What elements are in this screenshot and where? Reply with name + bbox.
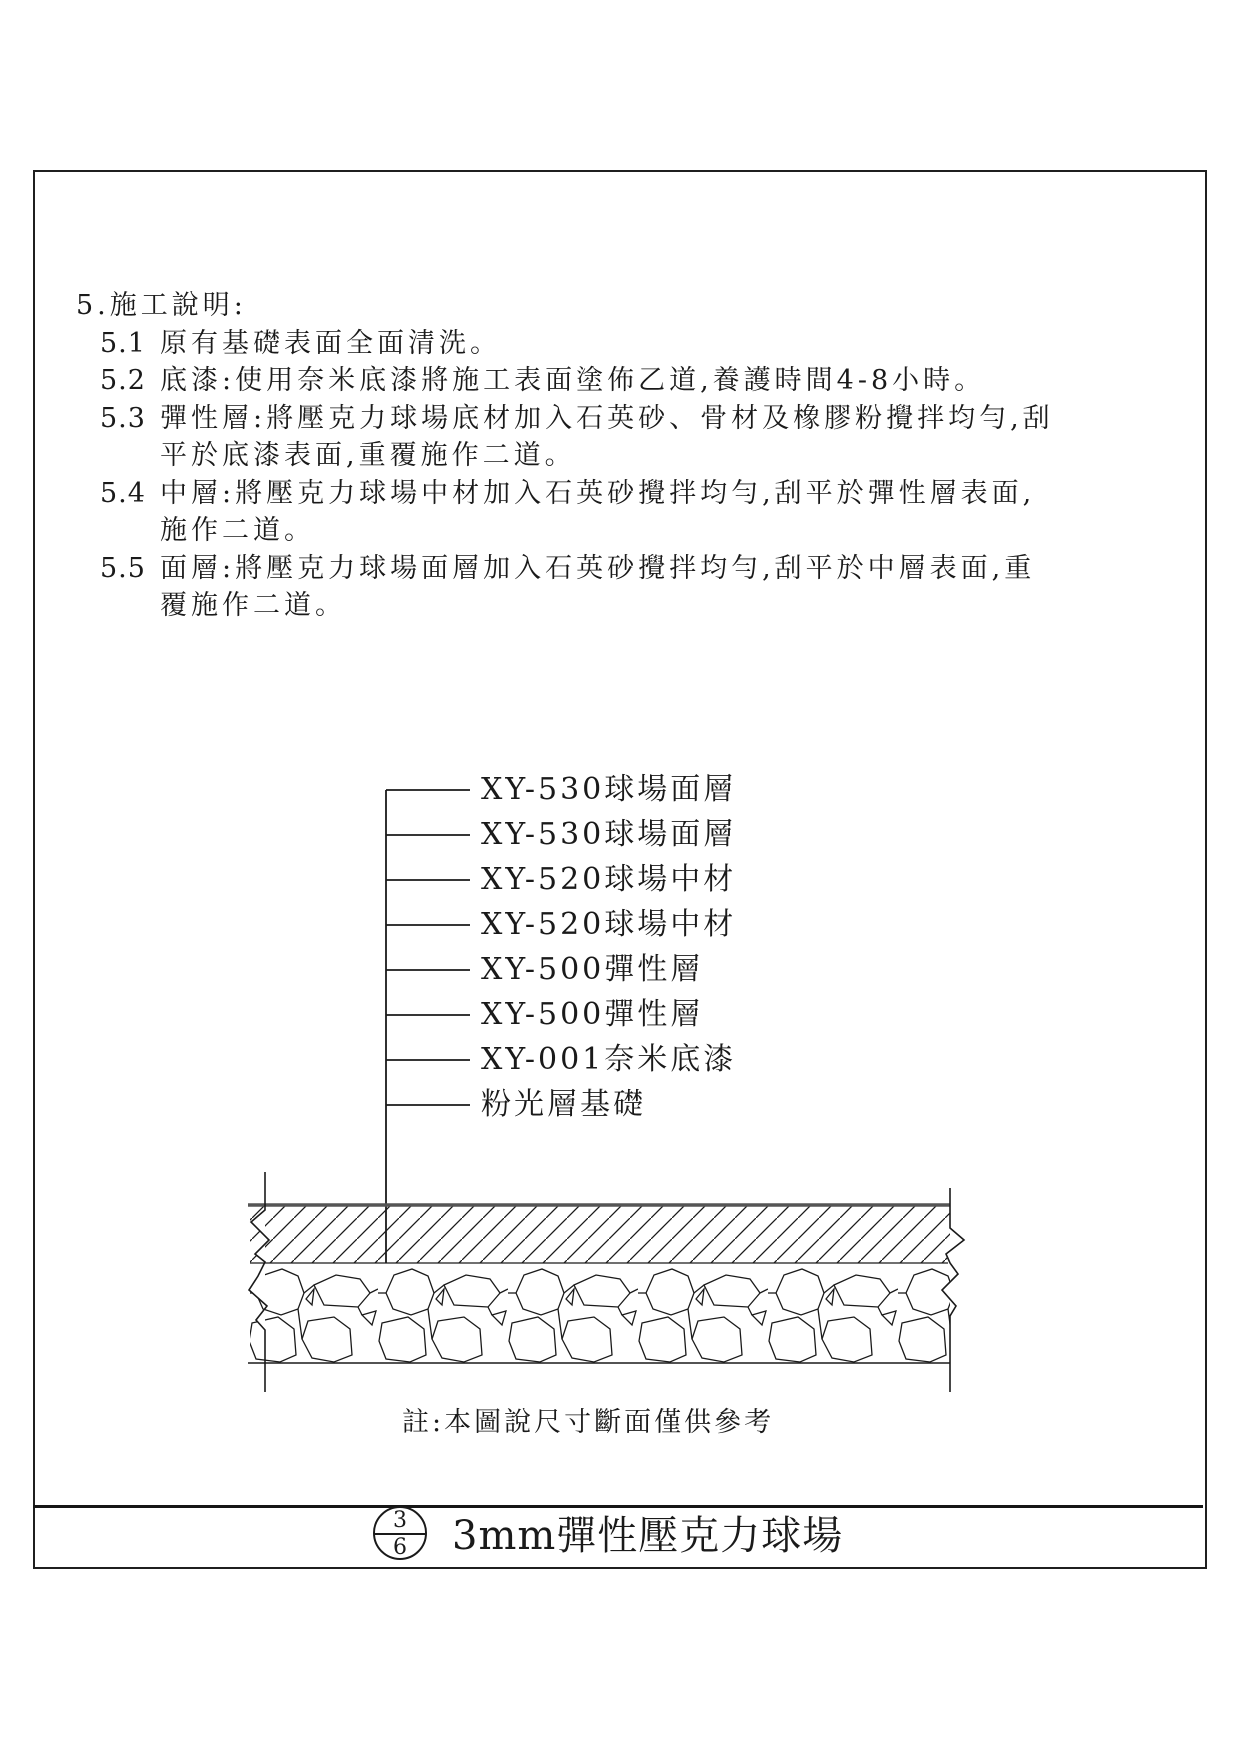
spec-item-number: 5.3 [100,403,146,434]
drawing-note: 註:本圖說尺寸斷面僅供參考 [402,1407,775,1438]
sheet-number: 3 [393,1507,407,1533]
layer-label-8: 粉光層基礎 [481,1087,646,1122]
spec-item-number: 5.1 [100,328,146,359]
layer-label-4: XY-520球場中材 [481,907,737,942]
spec-item-text: 底漆:使用奈米底漆將施工表面塗佈乙道,養護時間4-8小時。 [160,365,986,396]
surface-layer-hatch [250,1205,950,1263]
layer-label-3: XY-520球場中材 [481,862,737,897]
sheet-total: 6 [375,1533,425,1560]
spec-item-text: 面層:將壓克力球場面層加入石英砂攪拌均勻,刮平於中層表面,重 [160,553,1036,584]
spec-item-text: 平於底漆表面,重覆施作二道。 [160,440,576,471]
spec-item-text: 彈性層:將壓克力球場底材加入石英砂、骨材及橡膠粉攪拌均勻,刮 [160,403,1054,434]
sheet-number-badge [373,1506,427,1560]
layer-label-6: XY-500彈性層 [481,997,704,1032]
spec-item-text: 覆施作二道。 [160,590,346,621]
layer-label-1: XY-530球場面層 [481,772,737,807]
spec-item-number: 5.5 [100,553,146,584]
spec-item-number: 5.4 [100,478,146,509]
layer-label-2: XY-530球場面層 [481,817,737,852]
spec-heading-text: 5.施工說明: [76,290,247,321]
spec-item-text: 原有基礎表面全面清洗。 [160,328,501,359]
spec-item-text: 中層:將壓克力球場中材加入石英砂攪拌均勻,刮平於彈性層表面, [160,478,1036,509]
leader-lines [386,790,470,1263]
spec-item-text: 施作二道。 [160,515,315,546]
sheet-title: 3mm彈性壓克力球場 [452,1513,844,1559]
layer-label-5: XY-500彈性層 [481,952,704,987]
layer-label-7: XY-001奈米底漆 [481,1042,737,1077]
base-layer-aggregate [250,1263,950,1363]
spec-item-number: 5.2 [100,365,146,396]
